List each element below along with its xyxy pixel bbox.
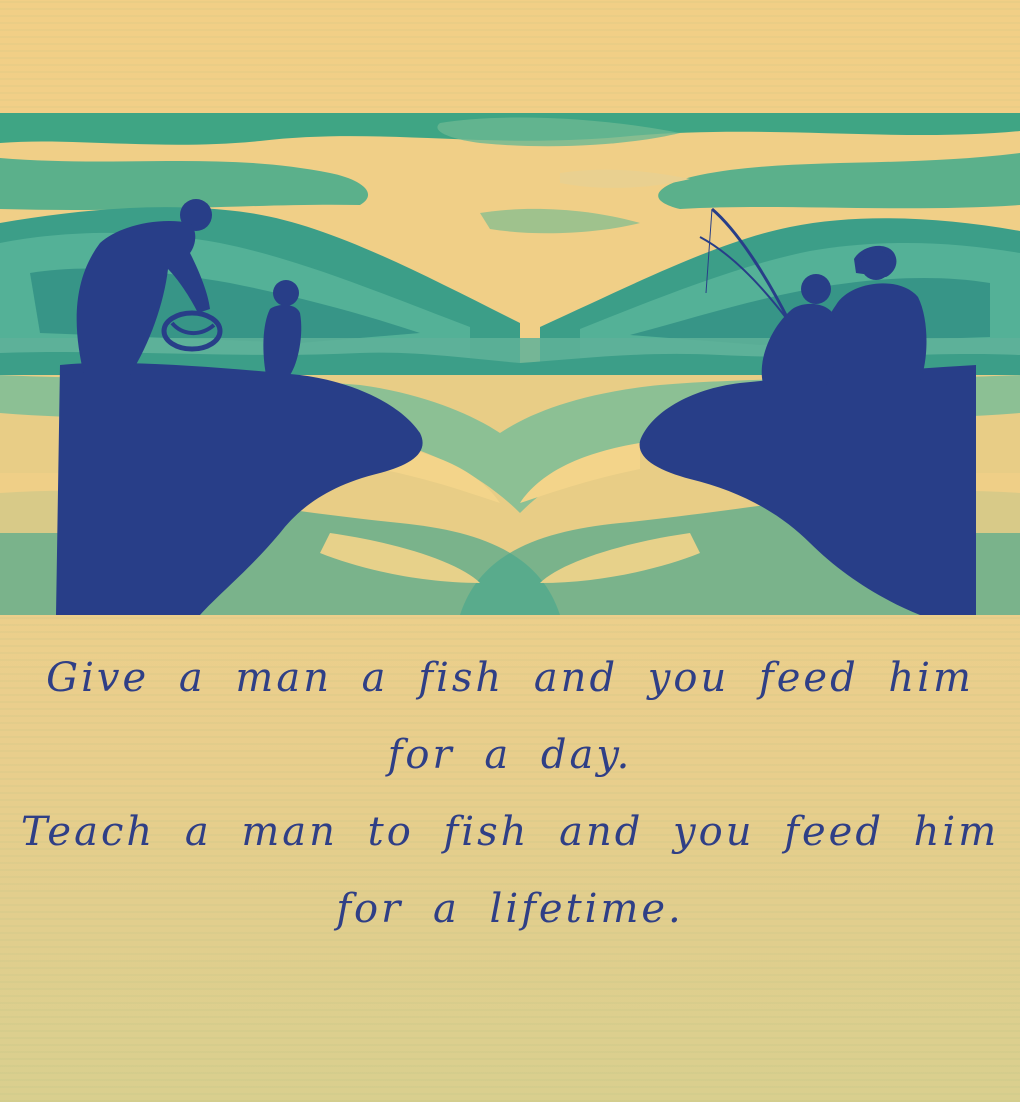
proverb-quote [0,640,1020,948]
quote-line-3: Teach a man to fish and you feed him [20,809,1000,855]
quote-line-2: for a day. [387,732,633,778]
quote-line-4: for a lifetime. [336,886,684,932]
quote-line-1: Give a man a fish and you feed him [46,655,974,701]
illustration-banner [0,113,1020,615]
